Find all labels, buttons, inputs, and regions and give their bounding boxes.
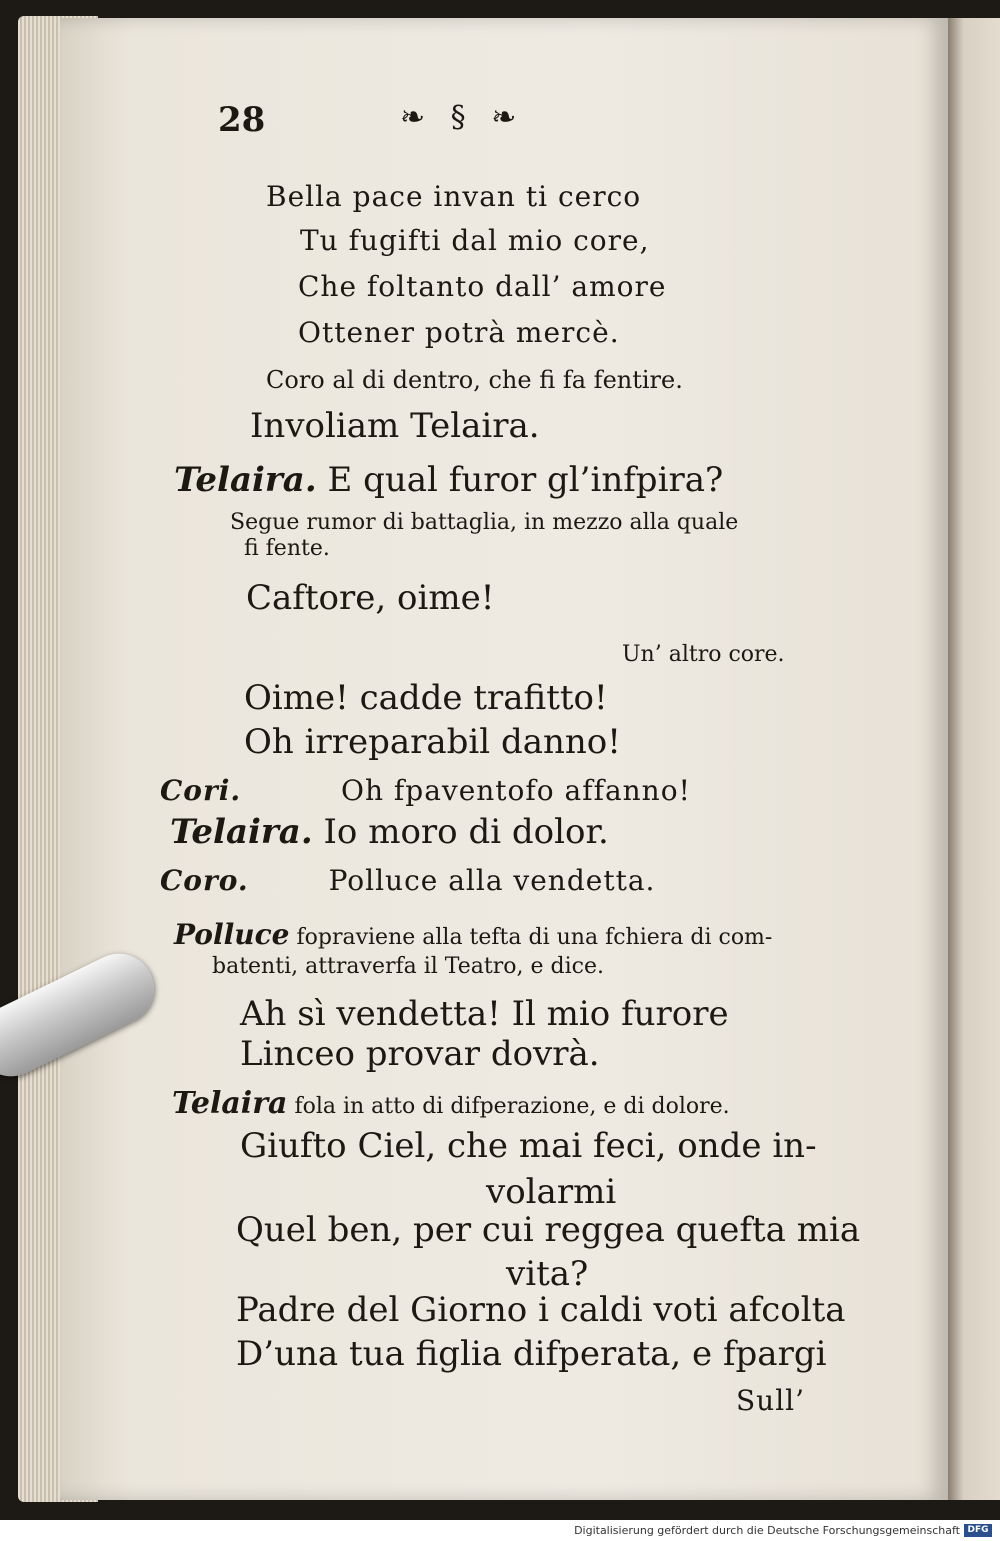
stage-direction: batenti, attraverfa il Teatro, e dice.: [212, 954, 604, 979]
speaker-name: Telaira: [172, 1086, 288, 1121]
footer-credit: Digitalisierung gefördert durch die Deutsche Forschungsgemeinschaft: [574, 1524, 960, 1537]
text-line: Oh irreparabil danno!: [244, 722, 621, 762]
text-line: Ah sì vendetta! Il mio furore: [240, 994, 729, 1034]
stage-direction: Un’ altro core.: [622, 642, 785, 667]
text-line: Bella pace invan ti cerco: [266, 180, 642, 213]
text-line: Oime! cadde trafitto!: [244, 678, 608, 718]
ornament: ❧ § ❧: [400, 100, 525, 135]
dialogue-text: E qual furor gl’infpira?: [327, 460, 724, 500]
stage-text: fopraviene alla tefta di una fchiera di com-: [296, 925, 773, 950]
dialogue-line: [170, 812, 609, 852]
text-line: Giufto Ciel, che mai feci, onde in-: [240, 1126, 817, 1166]
dialogue-line: [174, 460, 723, 500]
speaker-name: Cori.: [160, 774, 242, 807]
text-line: Caftore, oime!: [246, 578, 495, 618]
stage-text: fola in atto di difperazione, e di dolore.: [294, 1094, 730, 1119]
dialogue-line: [160, 864, 655, 897]
text-line: vita?: [506, 1254, 589, 1294]
speaker-name: Polluce: [174, 918, 290, 951]
page-number: 28: [218, 100, 266, 140]
catchword: Sull’: [736, 1384, 806, 1417]
speaker-name: Telaira.: [170, 812, 313, 852]
speaker-name: Telaira.: [174, 460, 317, 500]
text-line: volarmi: [486, 1172, 617, 1212]
text-line: Involiam Telaira.: [250, 406, 540, 446]
text-line: Che foltanto dall’ amore: [298, 270, 667, 303]
speaker-name: Coro.: [160, 864, 249, 897]
stage-direction: fi fente.: [244, 536, 330, 561]
dialogue-text: Io moro di dolor.: [323, 812, 609, 852]
stage-direction: Segue rumor di battaglia, in mezzo alla quale: [230, 510, 739, 535]
stage-direction: [172, 1086, 730, 1121]
text-line: Tu fugifti dal mio core,: [300, 224, 650, 257]
dialogue-text: Polluce alla vendetta.: [328, 864, 656, 897]
dialogue-text: Oh fpaventofo affanno!: [341, 774, 691, 807]
dfg-logo: DFG: [964, 1524, 992, 1537]
dialogue-line: [160, 774, 691, 807]
facing-page-edge: [948, 18, 1000, 1500]
text-line: Ottener potrà mercè.: [298, 316, 620, 349]
stage-direction: [174, 918, 772, 951]
text-line: Padre del Giorno i caldi voti afcolta: [236, 1290, 846, 1330]
text-line: Quel ben, per cui reggea quefta mia: [236, 1210, 861, 1250]
text-line: D’una tua figlia difperata, e fpargi: [236, 1334, 827, 1374]
text-line: Linceo provar dovrà.: [240, 1034, 600, 1074]
stage-direction: Coro al di dentro, che fi fa fentire.: [266, 366, 683, 394]
